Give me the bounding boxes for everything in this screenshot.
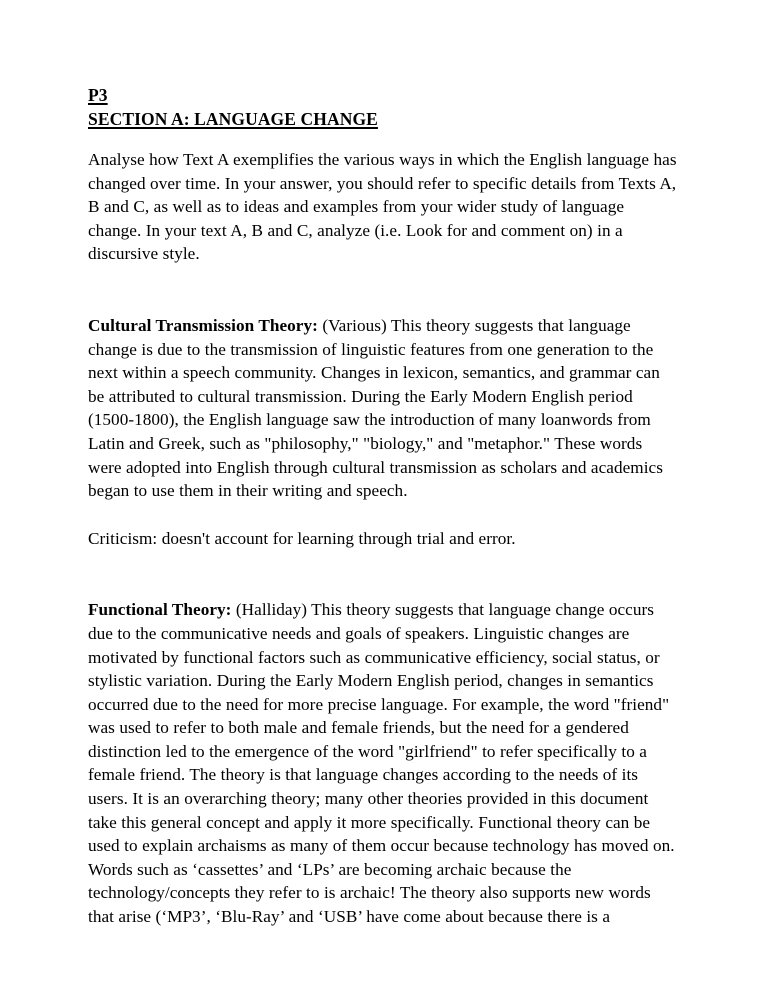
section-title-text: SECTION A: LANGUAGE CHANGE [88, 108, 378, 129]
intro-paragraph: Analyse how Text A exemplifies the various ways in which the English language has changed over time. In your answer, you should refer to specific details from Texts A, B and C, as well as to ideas and examples from your wider study of language change. In your text A, B and C, analyze (i.e. Look for and comment on) in a discursive style. [88, 150, 677, 264]
functional-theory-body: (Halliday) This theory suggests that language change occurs due to the communicative needs and goals of speakers. Linguistic changes are motivated by functional factors such as communicative efficiency, social status, or stylistic variation. During the Early Modern English period, changes in semantics occurred due to the need for more precise language. For example, the word "friend" was used to refer to both male and female friends, but the need for a gendered distinction led to the emergence of the word "girlfriend" to refer specifically to a female friend. The theory is that language changes according to the needs of its users. It is an overarching theory; many other theories provided in this document take this general concept and apply it more specifically. Functional theory can be used to explain archaisms as many of them occur because technology has moved on. Words such as ‘cassettes’ and ‘LPs’ are becoming archaic because the technology/concepts they refer to is archaic! The theory also supports new words that arise (‘MP3’, ‘Blu-Ray’ and ‘USB’ have come about because there is a [88, 600, 675, 927]
spacer-before-criticism [88, 503, 680, 527]
spacer-before-cultural-transmission [88, 266, 680, 314]
functional-theory-paragraph [88, 598, 680, 928]
page-label-text: P3 [88, 85, 108, 105]
cultural-transmission-lead-in: Cultural Transmission Theory: [88, 315, 318, 335]
functional-theory-lead-in: Functional Theory: [88, 600, 232, 620]
page-label-heading [88, 84, 680, 108]
cultural-transmission-body: (Various) This theory suggests that language change is due to the transmission of linguistic features from one generation to the next within a speech community. Changes in lexicon, semantics, and grammar can be attributed to cultural transmission. During the Early Modern English period (1500-1800), the English language saw the introduction of many loanwords from Latin and Greek, such as "philosophy," "biology," and "metaphor." These words were adopted into English through cultural transmission as scholars and academics began to use them in their writing and speech. [88, 315, 663, 501]
cultural-transmission-criticism: Criticism: doesn't account for learning through trial and error. [88, 528, 516, 548]
document-body [88, 84, 680, 929]
spacer-before-functional-theory [88, 550, 680, 598]
spacer-after-section-title [88, 131, 680, 148]
section-title-heading [88, 108, 680, 132]
cultural-transmission-paragraph [88, 314, 680, 503]
